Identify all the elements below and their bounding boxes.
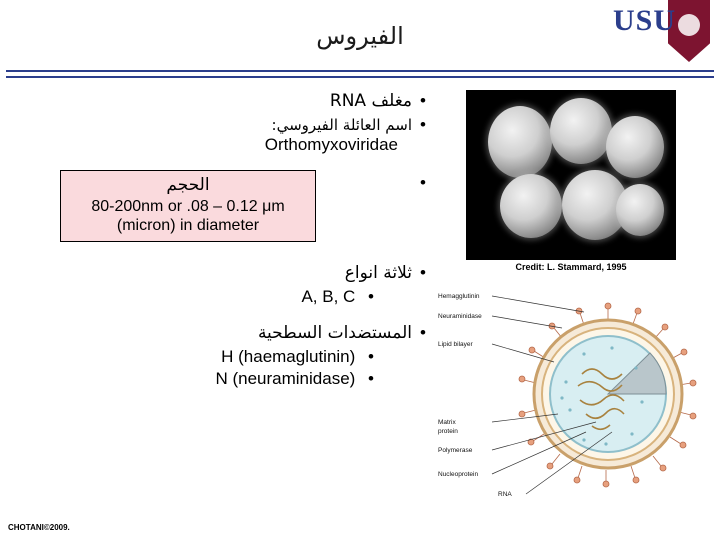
bullet-dot-icon: •	[420, 323, 426, 342]
usu-logo	[604, 0, 714, 66]
bullet-text: مغلف RNA	[329, 91, 412, 111]
virus-particle	[616, 184, 664, 236]
diagram-label-hemagglutinin: Hemagglutinin	[438, 293, 480, 300]
antigen-n-label: N (neuraminidase)	[215, 369, 356, 388]
page-title: الفيروس	[316, 22, 404, 50]
bullet-subtext	[40, 286, 374, 308]
list-item	[40, 322, 430, 344]
diagram-label-matrix: Matrix	[438, 419, 456, 426]
diagram-label-polymerase: Polymerase	[438, 447, 473, 454]
diagram-label-lipid-bilayer: Lipid bilayer	[438, 341, 473, 348]
bullet-text: اسم العائلة الفيروسي:	[271, 116, 412, 134]
antigen-h-label: H (haemaglutinin)	[221, 347, 356, 366]
size-unit: (micron) in diameter	[116, 217, 260, 234]
logo-emblem-icon	[678, 14, 700, 36]
bullet-subtext	[40, 346, 374, 368]
bullet-dot-icon: •	[368, 347, 374, 366]
bullet-dot-icon: •	[368, 369, 374, 388]
list-item	[40, 172, 430, 194]
virion-structure-diagram	[436, 282, 716, 512]
bullet-dot-icon: •	[420, 115, 426, 134]
diagram-label-protein: protein	[438, 428, 458, 435]
diagram-label-nucleoprotein: Nucleoprotein	[438, 471, 479, 478]
bullet-dot-icon: •	[420, 173, 426, 192]
electron-micrograph	[466, 90, 676, 260]
bullet-dot-icon: •	[368, 287, 374, 306]
list-item	[40, 114, 430, 136]
bullet-text: المستضدات السطحية	[257, 323, 412, 343]
bullet-dot-icon: •	[420, 91, 426, 110]
bullet-list	[40, 90, 430, 430]
bullet-dot-icon: •	[420, 263, 426, 282]
virus-particle	[606, 116, 664, 178]
header-divider	[6, 70, 714, 78]
types-value: A, B, C	[301, 287, 356, 306]
bullet-subtext: Orthomyxoviridae	[264, 135, 398, 154]
list-item	[40, 262, 430, 284]
size-label: الحجم	[166, 175, 210, 195]
footer-credit: CHOTANI©2009.	[8, 523, 70, 532]
list-item	[40, 90, 430, 112]
virus-particle	[550, 98, 612, 164]
diagram-label-rna: RNA	[498, 491, 512, 498]
virus-particle	[500, 174, 562, 238]
logo-text: USU	[612, 4, 676, 37]
virus-particle	[488, 106, 552, 178]
photo-credit: Credit: L. Stammard, 1995	[515, 262, 627, 272]
diagram-label-neuraminidase: Neuraminidase	[438, 313, 482, 320]
size-value: 80-200nm or .08 – 0.12 μm	[91, 198, 285, 215]
bullet-text: ثلاثة انواع	[344, 263, 412, 283]
bullet-subtext	[40, 368, 374, 390]
